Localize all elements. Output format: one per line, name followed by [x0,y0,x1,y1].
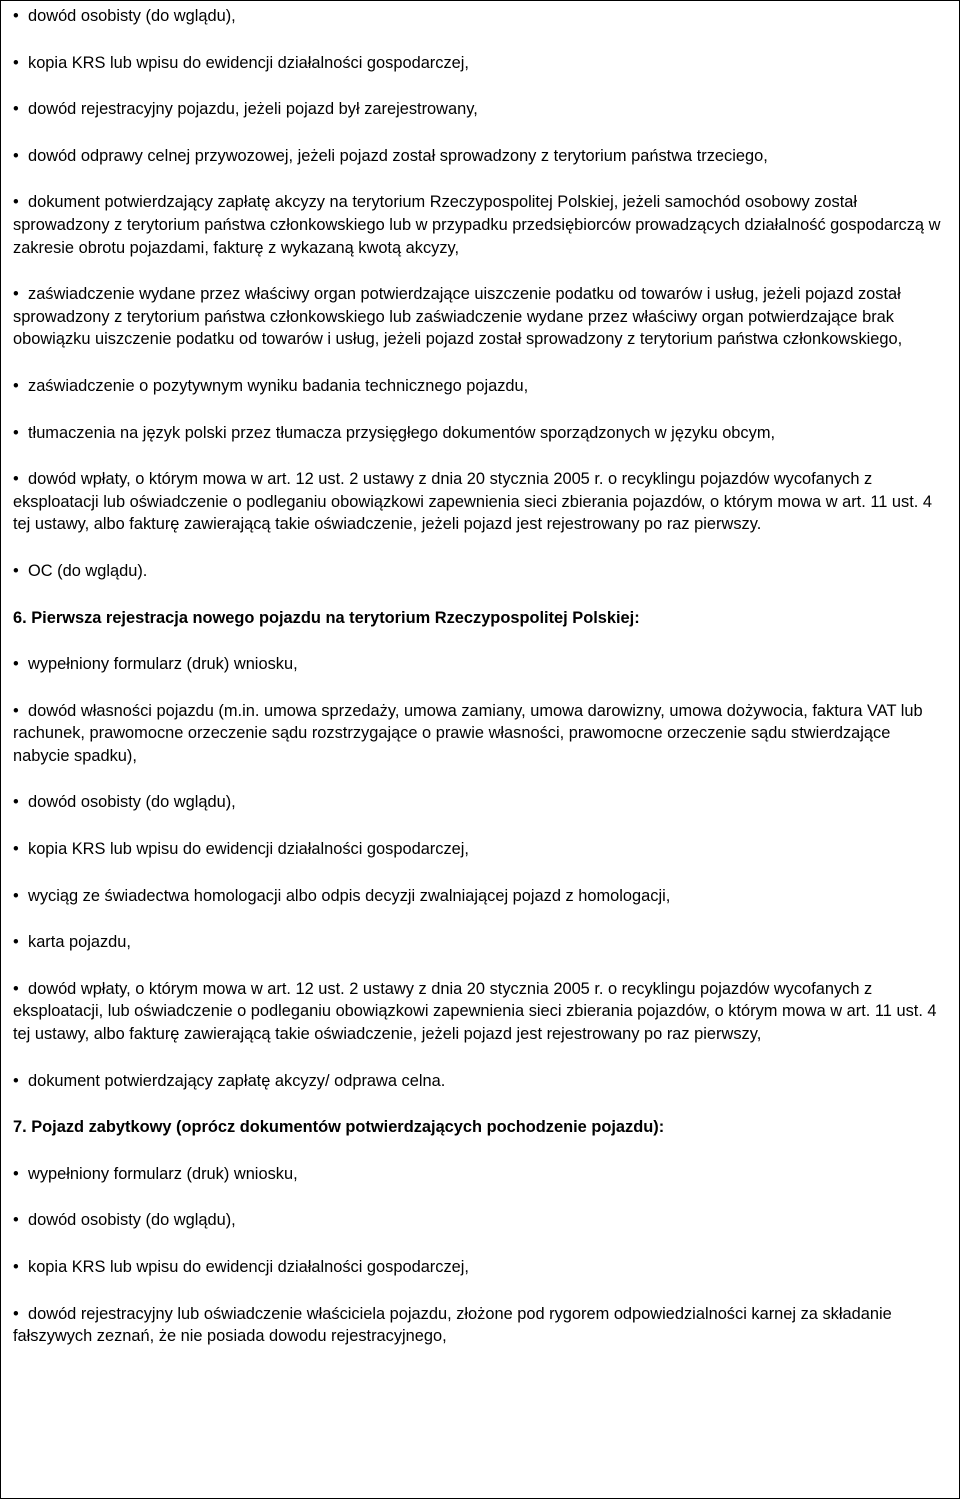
bullet-icon: • [13,376,19,395]
list-item [13,931,943,954]
list-item [13,375,943,398]
bullet-icon: • [13,285,19,304]
list-item [13,700,943,768]
list-item-text: dowód rejestracyjny lub oświadczenie właściciela pojazdu, złożone pod rygorem odpowiedzialności karnej za składanie fałszywych zeznań, że nie posiada dowodu rejestracyjnego, [13,1304,892,1346]
bullet-icon: • [13,933,19,952]
list-item [13,98,943,121]
section-title: Pierwsza rejestracja nowego pojazdu na terytorium Rzeczypospolitej Polskiej: [26,608,640,627]
bullet-icon: • [13,655,19,674]
section-number: 6. [13,608,27,627]
list-item-text: tłumaczenia na język polski przez tłumacza przysięgłego dokumentów sporządzonych w języku obcym, [28,423,776,442]
bullet-icon: • [13,100,19,119]
section-heading-7 [13,1116,943,1139]
list-item-text: dowód osobisty (do wglądu), [28,7,236,25]
bullet-icon: • [13,7,19,25]
list-item [13,145,943,168]
list-section-a [13,5,943,583]
list-item [13,422,943,445]
bullet-icon: • [13,793,19,812]
bullet-icon: • [13,1304,19,1323]
bullet-icon: • [13,1164,19,1183]
list-item [13,1256,943,1279]
bullet-icon: • [13,561,19,580]
list-item-text: wypełniony formularz (druk) wniosku, [28,1164,298,1183]
list-item-text: dowód wpłaty, o którym mowa w art. 12 ust. 2 ustawy z dnia 20 stycznia 2005 r. o recyklingu pojazdów wycofanych z eksploatacji lub oświadczenie o podleganiu obowiązkowi zapewnienia sieci zbierania pojazdów, o którym mowa w art. 11 ust. 4 tej ustawy, albo fakturę zawierającą takie oświadczenie, jeżeli pojazd jest rejestrowany po raz pierwszy. [13,470,932,534]
bullet-icon: • [13,53,19,72]
list-item-text: kopia KRS lub wpisu do ewidencji działalności gospodarczej, [28,840,469,859]
list-item [13,978,943,1046]
bullet-icon: • [13,701,19,720]
list-item-text: dowód odprawy celnej przywozowej, jeżeli pojazd został sprowadzony z terytorium państwa trzeciego, [28,146,768,165]
list-section-7 [13,1163,943,1348]
list-item [13,1303,943,1348]
list-item-text: OC (do wglądu). [28,561,148,580]
bullet-icon: • [13,423,19,442]
list-item [13,1070,943,1093]
list-item [13,838,943,861]
list-item-text: dowód osobisty (do wglądu), [28,1211,236,1230]
list-item [13,560,943,583]
list-item [13,468,943,536]
list-item-text: zaświadczenie o pozytywnym wyniku badania technicznego pojazdu, [28,376,529,395]
bullet-icon: • [13,886,19,905]
list-item-text: dokument potwierdzający zapłatę akcyzy na terytorium Rzeczypospolitej Polskiej, jeżeli samochód osobowy został sprowadzony z terytorium państwa członkowskiego lub w przypadku przedsiębiorców prowadzących działalność gospodarczą w zakresie obrotu pojazdami, fakturę z wykazaną kwotą akcyzy, [13,193,941,257]
list-item [13,885,943,908]
list-item [13,791,943,814]
list-item-text: kopia KRS lub wpisu do ewidencji działalności gospodarczej, [28,1258,469,1276]
section-heading-6 [13,607,943,630]
list-item [13,191,943,259]
section-number: 7. [13,1118,27,1137]
list-item [13,653,943,676]
list-item [13,283,943,351]
bullet-icon: • [13,1211,19,1230]
list-item-text: dowód rejestracyjny pojazdu, jeżeli pojazd był zarejestrowany, [28,100,478,119]
list-item [13,5,943,28]
list-item-text: wypełniony formularz (druk) wniosku, [28,655,298,674]
bullet-icon: • [13,840,19,859]
list-item-text: dowód własności pojazdu (m.in. umowa sprzedaży, umowa zamiany, umowa darowizny, umowa dożywocia, faktura VAT lub rachunek, prawomocne orzeczenie sądu rozstrzygające o prawie własności, prawomocne orzeczenie sądu stwierdzające nabycie spadku), [13,701,923,765]
list-item-text: dowód wpłaty, o którym mowa w art. 12 ust. 2 ustawy z dnia 20 stycznia 2005 r. o recyklingu pojazdów wycofanych z eksploatacji, lub oświadczenie o podleganiu obowiązkowi zapewnienia sieci zbierania pojazdów, o którym mowa w art. 11 ust. 4 tej ustawy, albo fakturę zawierającą takie oświadczenie, jeżeli pojazd jest rejestrowany po raz pierwszy, [13,979,937,1044]
list-item [13,1209,943,1232]
list-item [13,52,943,75]
bullet-icon: • [13,193,19,212]
document-body [13,5,943,1372]
list-item-text: dowód osobisty (do wglądu), [28,793,236,812]
list-item-text: wyciąg ze świadectwa homologacji albo odpis decyzji zwalniającej pojazd z homologacji, [28,886,671,905]
bullet-icon: • [13,470,19,489]
list-item-text: karta pojazdu, [28,933,131,952]
list-item-text: kopia KRS lub wpisu do ewidencji działalności gospodarczej, [28,53,469,72]
bullet-icon: • [13,146,19,165]
bullet-icon: • [13,1258,19,1276]
bullet-icon: • [13,1071,19,1090]
list-item-text: zaświadczenie wydane przez właściwy organ potwierdzające uiszczenie podatku od towarów i usług, jeżeli pojazd został sprowadzony z terytorium państwa członkowskiego lub zaświadczenie wydane przez właściwy organ potwierdzające brak obowiązku uiszczenie podatku od towarów i usług, jeżeli pojazd został sprowadzony z terytorium państwa członkowskiego, [13,285,903,349]
bullet-icon: • [13,979,19,998]
list-item-text: dokument potwierdzający zapłatę akcyzy/ odprawa celna. [28,1071,446,1090]
section-title: Pojazd zabytkowy (oprócz dokumentów potwierdzających pochodzenie pojazdu): [26,1118,665,1137]
list-item [13,1163,943,1186]
list-section-6 [13,653,943,1092]
